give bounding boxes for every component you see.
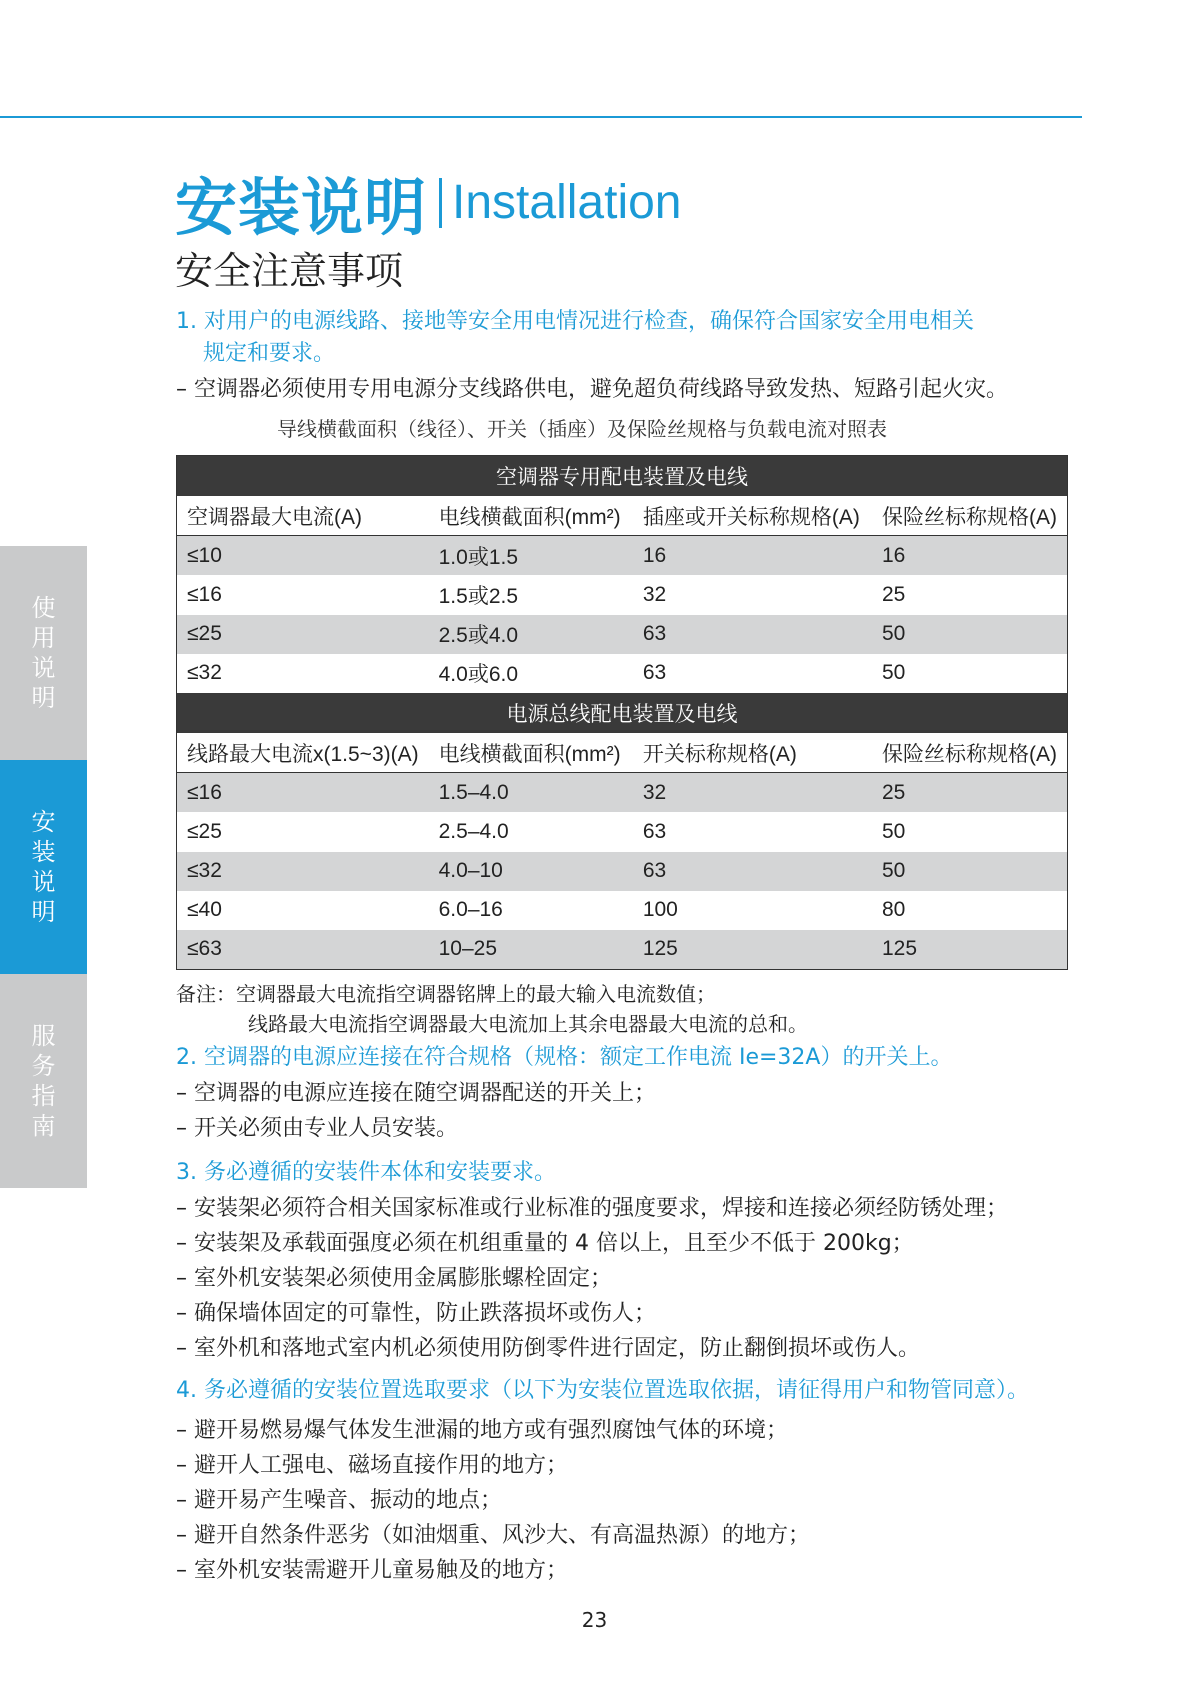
side-tab-service[interactable]	[0, 974, 87, 1188]
list-item: – 室外机和落地式室内机必须使用防倒零件进行固定，防止翻倒损坏或伤人。	[176, 1336, 920, 1361]
col-header: 插座或开关标称规格(A)	[633, 496, 872, 536]
list-item: – 室外机安装需避开儿童易触及的地方；	[176, 1558, 568, 1583]
section-b-title: 电源总线配电装置及电线	[177, 693, 1068, 733]
table-row	[177, 536, 1068, 576]
list-item: – 避开自然条件恶劣（如油烟重、风沙大、有高温热源）的地方；	[176, 1523, 810, 1548]
cell: 32	[633, 773, 872, 813]
title-chinese: 安装说明	[175, 171, 428, 244]
list-item: – 避开易产生噪音、振动的地点；	[176, 1488, 502, 1513]
col-header: 电线横截面积(mm²)	[429, 733, 633, 773]
table-row	[177, 891, 1068, 930]
table-row	[177, 930, 1068, 970]
side-tab-installation[interactable]	[0, 760, 87, 974]
table-row	[177, 654, 1068, 693]
list-item: – 安装架及承载面强度必须在机组重量的 4 倍以上，且至少不低于 200kg；	[176, 1231, 914, 1256]
list-item: – 安装架必须符合相关国家标准或行业标准的强度要求，焊接和连接必须经防锈处理；	[176, 1196, 1008, 1221]
section1-heading-line2: 规定和要求。	[203, 341, 336, 366]
cell: ≤40	[177, 891, 429, 930]
section1-heading-line1: 1. 对用户的电源线路、接地等安全用电情况进行检查，确保符合国家安全用电相关	[176, 309, 974, 334]
cell: 2.5–4.0	[429, 812, 633, 851]
table-row	[177, 575, 1068, 614]
tab-char: 使	[31, 594, 56, 622]
cell: 16	[872, 536, 1068, 576]
cell: ≤10	[177, 536, 429, 576]
list-item: – 空调器的电源应连接在随空调器配送的开关上；	[176, 1081, 656, 1106]
page-title	[175, 158, 682, 247]
cell: 25	[872, 773, 1068, 813]
tab-char: 装	[31, 838, 56, 866]
cell: 100	[633, 891, 872, 930]
cell: 50	[872, 852, 1068, 891]
table-header-row	[177, 733, 1068, 773]
note-line1: 备注：空调器最大电流指空调器铭牌上的最大输入电流数值；	[176, 982, 716, 1006]
section4-heading: 4. 务必遵循的安装位置选取要求（以下为安装位置选取依据，请征得用户和物管同意）。	[176, 1378, 1029, 1403]
table-row	[177, 812, 1068, 851]
note-line2: 线路最大电流指空调器最大电流加上其余电器最大电流的总和。	[248, 1012, 808, 1036]
tab-char: 用	[31, 624, 56, 652]
col-header: 保险丝标称规格(A)	[872, 496, 1068, 536]
cell: 16	[633, 536, 872, 576]
cell: ≤16	[177, 773, 429, 813]
tab-char: 安	[31, 808, 56, 836]
list-item: – 室外机安装架必须使用金属膨胀螺栓固定；	[176, 1266, 612, 1291]
cell: ≤25	[177, 812, 429, 851]
cell: 1.5–4.0	[429, 773, 633, 813]
cell: 4.0–10	[429, 852, 633, 891]
cell: 125	[633, 930, 872, 970]
cell: 63	[633, 615, 872, 654]
section1-bullet: – 空调器必须使用专用电源分支线路供电，避免超负荷线路导致发热、短路引起火灾。	[176, 377, 1008, 402]
table-row	[177, 852, 1068, 891]
page-number: 23	[581, 1608, 608, 1632]
cell: 25	[872, 575, 1068, 614]
cell: 10–25	[429, 930, 633, 970]
tab-char: 务	[31, 1052, 56, 1080]
cell: 6.0–16	[429, 891, 633, 930]
tab-char: 说	[31, 868, 56, 896]
cell: 80	[872, 891, 1068, 930]
tab-char: 明	[31, 898, 56, 926]
section-a-title: 空调器专用配电装置及电线	[177, 456, 1068, 497]
cell: 50	[872, 615, 1068, 654]
table-section-header	[177, 456, 1068, 497]
col-header: 保险丝标称规格(A)	[872, 733, 1068, 773]
section2-heading: 2. 空调器的电源应连接在符合规格（规格：额定工作电流 Ie=32A）的开关上。	[176, 1045, 953, 1070]
tab-char: 服	[31, 1022, 56, 1050]
tab-char: 指	[31, 1082, 56, 1110]
cell: 32	[633, 575, 872, 614]
cell: ≤63	[177, 930, 429, 970]
col-header: 电线横截面积(mm²)	[429, 496, 633, 536]
cell: 63	[633, 852, 872, 891]
table-section-header	[177, 693, 1068, 733]
cell: 50	[872, 812, 1068, 851]
cell: ≤32	[177, 654, 429, 693]
cell: ≤32	[177, 852, 429, 891]
top-rule	[0, 116, 1082, 118]
table-header-row	[177, 496, 1068, 536]
section3-heading: 3. 务必遵循的安装件本体和安装要求。	[176, 1160, 556, 1185]
list-item: – 避开易燃易爆气体发生泄漏的地方或有强烈腐蚀气体的环境；	[176, 1418, 788, 1443]
cell: ≤25	[177, 615, 429, 654]
tab-char: 明	[31, 684, 56, 712]
cell: 4.0或6.0	[429, 654, 633, 693]
cell: 125	[872, 930, 1068, 970]
col-header: 线路最大电流x(1.5~3)(A)	[177, 733, 429, 773]
cell: 1.0或1.5	[429, 536, 633, 576]
cell: 2.5或4.0	[429, 615, 633, 654]
tab-char: 说	[31, 654, 56, 682]
cell: ≤16	[177, 575, 429, 614]
cell: 63	[633, 654, 872, 693]
side-tab-usage[interactable]	[0, 546, 87, 760]
spec-table	[176, 455, 1068, 970]
cell: 1.5或2.5	[429, 575, 633, 614]
list-item: – 避开人工强电、磁场直接作用的地方；	[176, 1453, 568, 1478]
list-item: – 确保墙体固定的可靠性，防止跌落损坏或伤人；	[176, 1301, 656, 1326]
tab-char: 南	[31, 1112, 56, 1140]
col-header: 空调器最大电流(A)	[177, 496, 429, 536]
title-english: Installation	[452, 176, 682, 229]
title-divider	[439, 178, 442, 228]
table-caption: 导线横截面积（线径）、开关（插座）及保险丝规格与负载电流对照表	[277, 417, 887, 441]
cell: 50	[872, 654, 1068, 693]
list-item: – 开关必须由专业人员安装。	[176, 1116, 458, 1141]
table-row	[177, 773, 1068, 813]
section-subtitle: 安全注意事项	[175, 249, 404, 293]
cell: 63	[633, 812, 872, 851]
table-row	[177, 615, 1068, 654]
col-header: 开关标称规格(A)	[633, 733, 872, 773]
